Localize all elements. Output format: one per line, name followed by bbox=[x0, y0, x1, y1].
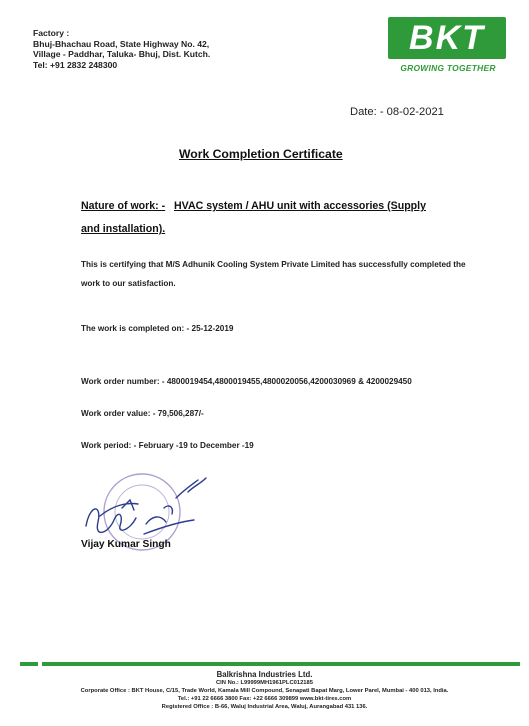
nature-value-line-2: and installation). bbox=[81, 223, 166, 235]
work-period: Work period: - February -19 to December -19 bbox=[81, 441, 254, 450]
footer-divider bbox=[20, 662, 520, 666]
bkt-logo bbox=[388, 17, 508, 75]
nature-line-2 bbox=[81, 218, 461, 241]
certificate-title: Work Completion Certificate bbox=[179, 147, 343, 161]
completion-date: The work is completed on: - 25-12-2019 bbox=[81, 324, 234, 333]
factory-address bbox=[33, 28, 210, 70]
nature-label: Nature of work: - bbox=[81, 200, 166, 212]
footer-company: Balkrishna Industries Ltd. bbox=[216, 670, 313, 679]
nature-line-1 bbox=[81, 195, 461, 218]
logo-tagline: GROWING TOGETHER bbox=[400, 63, 496, 73]
factory-line: Bhuj-Bhachau Road, State Highway No. 42, bbox=[33, 38, 210, 49]
signatory-name: Vijay Kumar Singh bbox=[81, 539, 171, 550]
nature-value-line-1: HVAC system / AHU unit with accessories (Supply bbox=[174, 200, 426, 212]
work-order-number: Work order number: - 4800019454,4800019455,4800020056,4200030969 & 4200029450 bbox=[81, 377, 412, 386]
factory-line: Factory : bbox=[33, 28, 70, 38]
factory-line: Village - Paddhar, Taluka- Bhuj, Dist. Kutch. bbox=[33, 49, 211, 59]
footer-corporate-office: Corporate Office : BKT House, C/15, Trade World, Kamala Mill Compound, Senapati Bapat Marg, Lower Parel, Mumbai - 400 013, India. bbox=[80, 688, 449, 694]
footer-registered-office: Registered Office : B-66, Waluj Industrial Area, Waluj, Aurangabad 431 136. bbox=[161, 704, 368, 710]
footer-cin: CIN No.: L99999MH1961PLC012185 bbox=[216, 680, 313, 686]
logo-letters: BKT bbox=[409, 19, 485, 57]
certificate-date: Date: - 08-02-2021 bbox=[350, 106, 444, 118]
footer-contact: Tel.: +91 22 6666 3800 Fax: +22 6666 309899 www.bkt-tires.com bbox=[177, 696, 352, 702]
certify-paragraph: This is certifying that M/S Adhunik Cooling System Private Limited has successfully completed the work to our satisfaction. bbox=[81, 260, 466, 288]
work-order-value: Work order value: - 79,506,287/- bbox=[81, 409, 204, 418]
factory-line: Tel: +91 2832 248300 bbox=[33, 59, 118, 70]
nature-of-work bbox=[81, 195, 461, 241]
